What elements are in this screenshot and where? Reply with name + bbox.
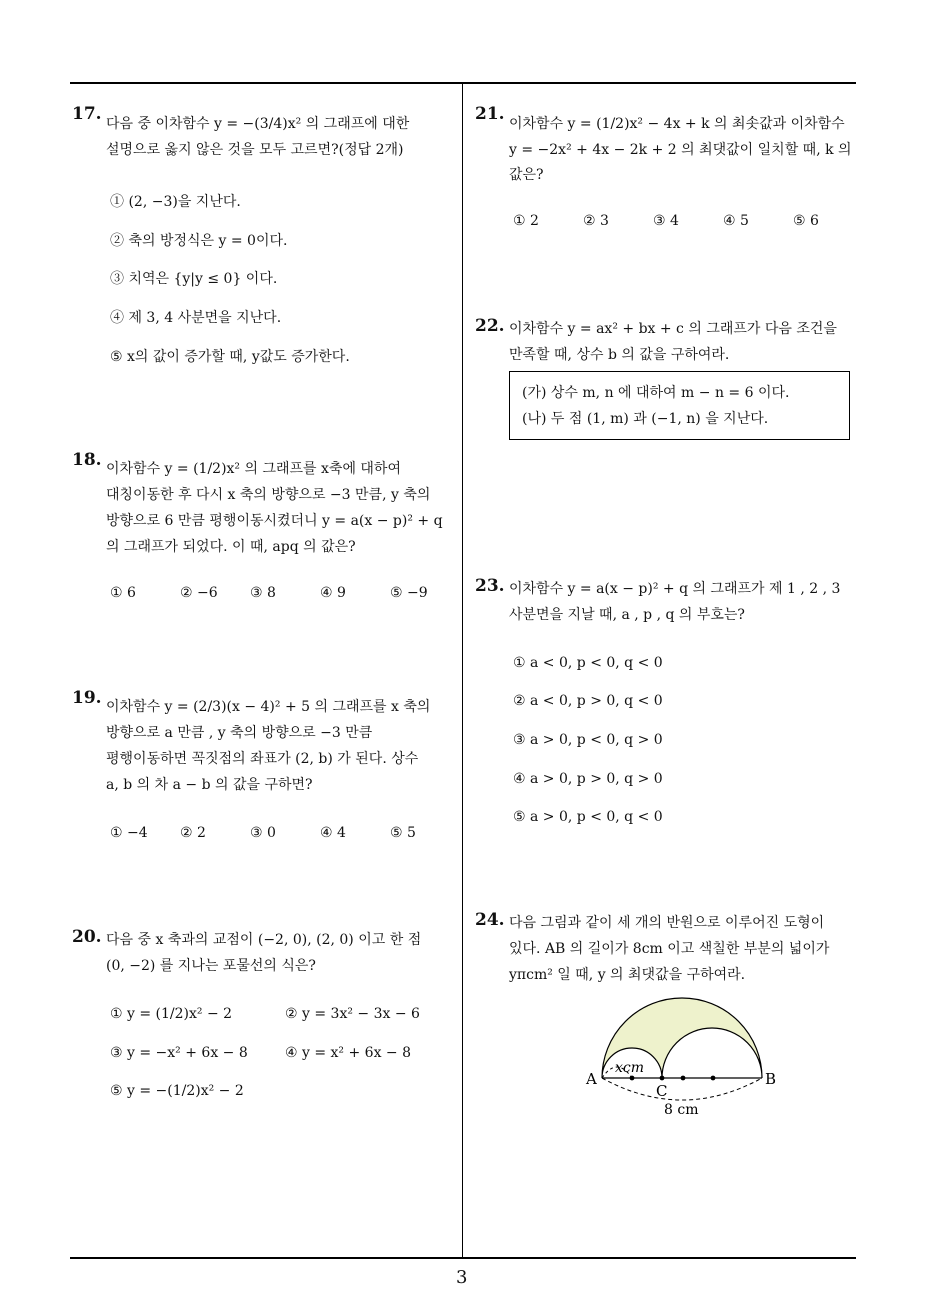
question-text: 다음 그림과 같이 세 개의 반원으로 이루어진 도형이 — [509, 915, 825, 931]
page-number: 3 — [456, 1267, 468, 1288]
question-number: 24. — [475, 910, 505, 930]
answer-option[interactable]: ① a < 0, p < 0, q < 0 — [513, 655, 663, 671]
answer-option[interactable]: ③ 치역은 {y|y ≤ 0} 이다. — [110, 271, 278, 287]
point-marker — [711, 1076, 716, 1081]
question-number: 23. — [475, 576, 505, 596]
answer-option[interactable]: ④ 4 — [320, 825, 346, 841]
condition-box — [509, 371, 850, 440]
answer-option[interactable]: ⑤ y = −(1/2)x² − 2 — [110, 1083, 244, 1099]
top-rule — [70, 82, 856, 84]
answer-option[interactable]: ① 2 — [513, 213, 539, 229]
question-text: a, b 의 차 a − b 의 값을 구하면? — [106, 777, 313, 793]
question-text: 이차함수 y = a(x − p)² + q 의 그래프가 제 1 , 2 , 3 — [509, 581, 841, 597]
column-divider — [462, 84, 463, 1258]
answer-option[interactable]: ⑤ 6 — [793, 213, 819, 229]
question-text: 다음 중 x 축과의 교점이 (−2, 0), (2, 0) 이고 한 점 — [106, 932, 422, 948]
answer-option[interactable]: ⑤ 5 — [390, 825, 416, 841]
question-text: y = −2x² + 4x − 2k + 2 의 최댓값이 일치할 때, k 의 — [509, 142, 852, 158]
question-number: 17. — [72, 104, 102, 124]
label-b: B — [765, 1070, 777, 1088]
question-number: 22. — [475, 316, 505, 336]
question-text: 대칭이동한 후 다시 x 축의 방향으로 −3 만큼, y 축의 — [106, 487, 431, 503]
question-text: 설명으로 옳지 않은 것을 모두 고르면?(정답 2개) — [106, 142, 404, 158]
answer-option[interactable]: ⑤ −9 — [390, 585, 428, 601]
answer-option[interactable]: ② a < 0, p > 0, q < 0 — [513, 693, 663, 709]
question-text: 이차함수 y = (1/2)x² − 4x + k 의 최솟값과 이차함수 — [509, 116, 845, 132]
question-text: 사분면을 지날 때, a , p , q 의 부호는? — [509, 607, 745, 623]
question-text: 다음 중 이차함수 y = −(3/4)x² 의 그래프에 대한 — [106, 116, 410, 132]
answer-option[interactable]: ⑤ a > 0, p < 0, q < 0 — [513, 809, 663, 825]
point-marker — [681, 1076, 686, 1081]
length-measure-arc — [602, 1078, 762, 1100]
answer-option[interactable]: ② −6 — [180, 585, 218, 601]
answer-option[interactable]: ① y = (1/2)x² − 2 — [110, 1006, 233, 1022]
answer-option[interactable]: ① −4 — [110, 825, 148, 841]
question-text: 방향으로 a 만큼 , y 축의 방향으로 −3 만큼 — [106, 725, 373, 741]
answer-option[interactable]: ③ y = −x² + 6x − 8 — [110, 1045, 248, 1061]
answer-option[interactable]: ① 6 — [110, 585, 136, 601]
question-text: 평행이동하면 꼭짓점의 좌표가 (2, b) 가 된다. 상수 — [106, 751, 419, 767]
question-number: 20. — [72, 927, 102, 947]
question-text: 이차함수 y = (2/3)(x − 4)² + 5 의 그래프를 x 축의 — [106, 699, 431, 715]
condition-text: (나) 두 점 (1, m) 과 (−1, n) 을 지난다. — [522, 411, 769, 427]
answer-option[interactable]: ① (2, −3)을 지난다. — [110, 194, 241, 210]
answer-option[interactable]: ② 3 — [583, 213, 609, 229]
question-text: (0, −2) 를 지나는 포물선의 식은? — [106, 958, 316, 974]
point-marker — [660, 1076, 665, 1081]
question-number: 18. — [72, 450, 102, 470]
question-number: 21. — [475, 104, 505, 124]
answer-option[interactable]: ③ 4 — [653, 213, 679, 229]
question-text: yπcm² 일 때, y 의 최댓값을 구하여라. — [509, 967, 746, 983]
answer-option[interactable]: ② 2 — [180, 825, 206, 841]
question-text: 이차함수 y = (1/2)x² 의 그래프를 x축에 대하여 — [106, 461, 401, 477]
label-a: A — [586, 1070, 597, 1088]
answer-option[interactable]: ③ 0 — [250, 825, 276, 841]
question-text: 만족할 때, 상수 b 의 값을 구하여라. — [509, 347, 730, 363]
question-text: 있다. AB 의 길이가 8cm 이고 색칠한 부분의 넓이가 — [509, 941, 830, 957]
answer-option[interactable]: ④ y = x² + 6x − 8 — [285, 1045, 412, 1061]
label-x: xcm — [615, 1060, 645, 1076]
answer-option[interactable]: ④ 제 3, 4 사분면을 지난다. — [110, 310, 282, 326]
question-text: 이차함수 y = ax² + bx + c 의 그래프가 다음 조건을 — [509, 321, 837, 337]
label-c: C — [656, 1082, 668, 1100]
question-text: 방향으로 6 만큼 평행이동시켰더니 y = a(x − p)² + q — [106, 513, 443, 529]
bottom-rule — [70, 1257, 856, 1259]
question-number: 19. — [72, 688, 102, 708]
label-length: 8 cm — [664, 1102, 699, 1118]
answer-option[interactable]: ② 축의 방정식은 y = 0이다. — [110, 233, 288, 249]
question-text: 값은? — [509, 167, 544, 183]
semicircle-figure — [582, 990, 802, 1120]
answer-option[interactable]: ④ 5 — [723, 213, 749, 229]
answer-option[interactable]: ④ a > 0, p > 0, q > 0 — [513, 771, 663, 787]
answer-option[interactable]: ⑤ x의 값이 증가할 때, y값도 증가한다. — [110, 349, 350, 365]
condition-text: (가) 상수 m, n 에 대하여 m − n = 6 이다. — [522, 385, 790, 401]
question-text: 의 그래프가 되었다. 이 때, apq 의 값은? — [106, 539, 356, 555]
answer-option[interactable]: ③ 8 — [250, 585, 276, 601]
answer-option[interactable]: ③ a > 0, p < 0, q > 0 — [513, 732, 663, 748]
answer-option[interactable]: ② y = 3x² − 3x − 6 — [285, 1006, 420, 1022]
answer-option[interactable]: ④ 9 — [320, 585, 346, 601]
